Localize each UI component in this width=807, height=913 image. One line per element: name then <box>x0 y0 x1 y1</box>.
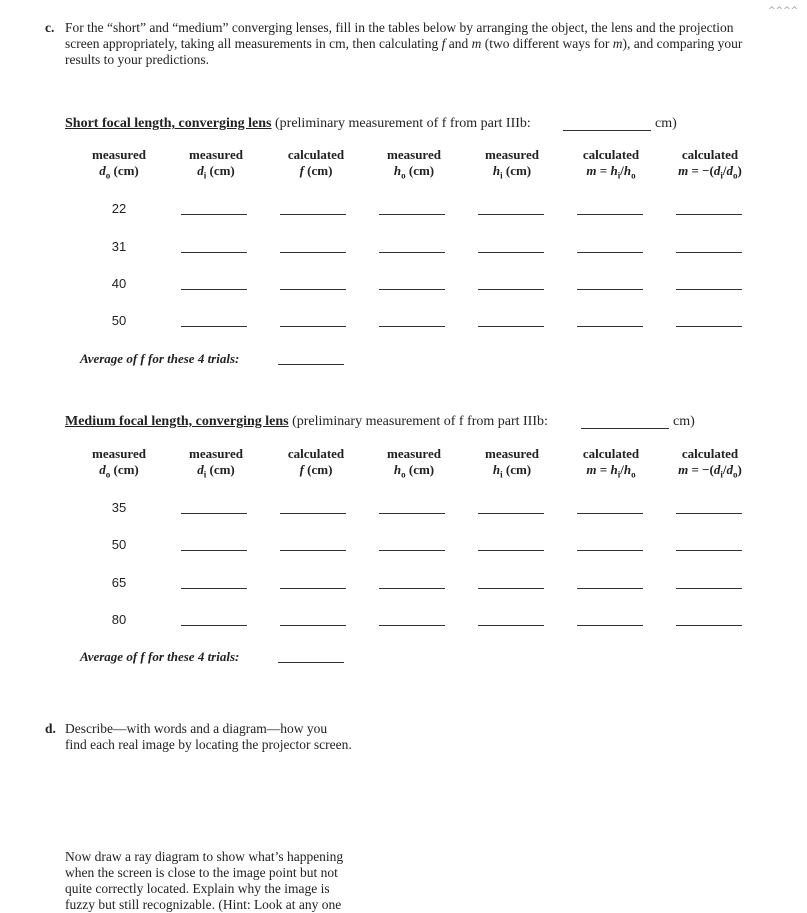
medium-row-1-entry-blank[interactable] <box>577 513 643 514</box>
part-c-text: For the “short” and “medium” converging lenses, fill in the tables below by arranging the object, the lens and the projection screen appropriately, taking all measurements in cm, then calculating f and m (two different ways for m), and comparing your results to your predictions. <box>65 20 743 67</box>
ray-line-3: quite correctly located. Explain why the image is <box>65 881 330 896</box>
short-section-title: Short focal length, converging lens <box>65 116 272 131</box>
medium-header-col-2 <box>161 446 271 483</box>
medium-row-2-entry-blank[interactable] <box>379 550 445 551</box>
medium-row-2-entry-blank[interactable] <box>676 550 742 551</box>
short-header-unit: $d_i$ (cm) <box>197 163 235 181</box>
medium-header-unit: $h_o$ (cm) <box>393 462 435 480</box>
short-header-label: calculated <box>681 147 739 162</box>
medium-row-3-entry-blank[interactable] <box>280 588 346 589</box>
short-header-label: measured <box>485 147 539 162</box>
medium-header-label: calculated <box>287 446 345 461</box>
short-header-label: measured <box>189 147 243 162</box>
medium-header-label: calculated <box>582 446 640 461</box>
medium-header-col-4 <box>359 446 469 483</box>
part-d-letter: d. <box>45 721 56 736</box>
medium-header-unit: $m = -(d_i/d_o)$ <box>678 462 742 480</box>
short-row-do-value: 40 <box>111 276 127 291</box>
medium-row-1-entry-blank[interactable] <box>676 513 742 514</box>
short-header-unit: $h_i$ (cm) <box>492 163 532 181</box>
medium-row-4-entry-blank[interactable] <box>181 625 247 626</box>
medium-row-do-value: 80 <box>111 612 127 627</box>
medium-header-col-3 <box>261 446 371 478</box>
medium-header-label: measured <box>189 446 243 461</box>
medium-row-3-entry-blank[interactable] <box>478 588 544 589</box>
medium-row-2-entry-blank[interactable] <box>478 550 544 551</box>
medium-section-note: (preliminary measurement of f from part IIIb: <box>292 414 548 429</box>
medium-header-col-1 <box>64 446 174 483</box>
short-header-unit: $d_o$ (cm) <box>99 163 139 181</box>
medium-section-note-end: cm) <box>673 414 695 429</box>
short-section-note-end: cm) <box>655 116 677 131</box>
medium-header-label: measured <box>92 446 146 461</box>
medium-row-2-entry-blank[interactable] <box>280 550 346 551</box>
short-section-note: (preliminary measurement of f from part IIIb: <box>275 116 531 131</box>
medium-header-label: calculated <box>681 446 739 461</box>
medium-row-4-entry-blank[interactable] <box>676 625 742 626</box>
short-header-unit: $m = -(d_i/d_o)$ <box>678 163 742 181</box>
medium-header-col-5 <box>457 446 567 483</box>
medium-row-4-entry-blank[interactable] <box>280 625 346 626</box>
ray-line-2: when the screen is close to the image point but not <box>65 865 338 880</box>
medium-row-2-entry-blank[interactable] <box>577 550 643 551</box>
medium-section-title: Medium focal length, converging lens <box>65 414 289 429</box>
medium-average-label: Average of f for these 4 trials: <box>80 649 240 664</box>
part-d-line2: find each real image by locating the projector screen. <box>65 737 352 752</box>
short-average-label: Average of f for these 4 trials: <box>80 351 240 366</box>
part-c-letter: c. <box>45 20 55 35</box>
medium-row-1-entry-blank[interactable] <box>379 513 445 514</box>
medium-average-blank[interactable] <box>278 662 344 663</box>
corner-mark: ^^^^ <box>768 6 799 16</box>
short-header-unit: f (cm) <box>299 163 333 178</box>
medium-row-do-value: 50 <box>111 537 127 552</box>
medium-row-do-value: 65 <box>111 575 127 590</box>
short-header-label: calculated <box>582 147 640 162</box>
medium-row-3-entry-blank[interactable] <box>676 588 742 589</box>
ray-line-4: fuzzy but still recognizable. (Hint: Look at any one <box>65 897 342 912</box>
ray-line-1: Now draw a ray diagram to show what’s happening <box>65 849 344 864</box>
medium-row-4-entry-blank[interactable] <box>379 625 445 626</box>
medium-header-unit: $m = h_i/h_o$ <box>586 462 636 480</box>
medium-row-1-entry-blank[interactable] <box>181 513 247 514</box>
ray-diagram-instructions <box>65 849 395 913</box>
part-d-line1: Describe—with words and a diagram—how you <box>65 721 328 736</box>
medium-header-unit: $d_o$ (cm) <box>99 462 139 480</box>
short-header-unit: $m = h_i/h_o$ <box>586 163 636 181</box>
medium-row-2-entry-blank[interactable] <box>181 550 247 551</box>
medium-row-do-value: 35 <box>111 500 127 515</box>
short-row-do-value: 50 <box>111 313 127 328</box>
medium-header-unit: f (cm) <box>299 462 333 477</box>
medium-row-1-entry-blank[interactable] <box>280 513 346 514</box>
medium-row-4-entry-blank[interactable] <box>478 625 544 626</box>
short-row-do-value: 22 <box>111 201 127 216</box>
medium-header-col-6 <box>556 446 666 483</box>
short-header-label: measured <box>387 147 441 162</box>
medium-header-col-7 <box>655 446 765 483</box>
medium-row-3-entry-blank[interactable] <box>379 588 445 589</box>
medium-row-3-entry-blank[interactable] <box>181 588 247 589</box>
short-row-do-value: 31 <box>111 239 127 254</box>
medium-header-unit: $h_i$ (cm) <box>492 462 532 480</box>
medium-header-unit: $d_i$ (cm) <box>197 462 235 480</box>
medium-row-4-entry-blank[interactable] <box>577 625 643 626</box>
short-header-label: calculated <box>287 147 345 162</box>
medium-header-label: measured <box>485 446 539 461</box>
medium-header-label: measured <box>387 446 441 461</box>
short-header-label: measured <box>92 147 146 162</box>
medium-row-1-entry-blank[interactable] <box>478 513 544 514</box>
short-header-unit: $h_o$ (cm) <box>393 163 435 181</box>
medium-row-3-entry-blank[interactable] <box>577 588 643 589</box>
